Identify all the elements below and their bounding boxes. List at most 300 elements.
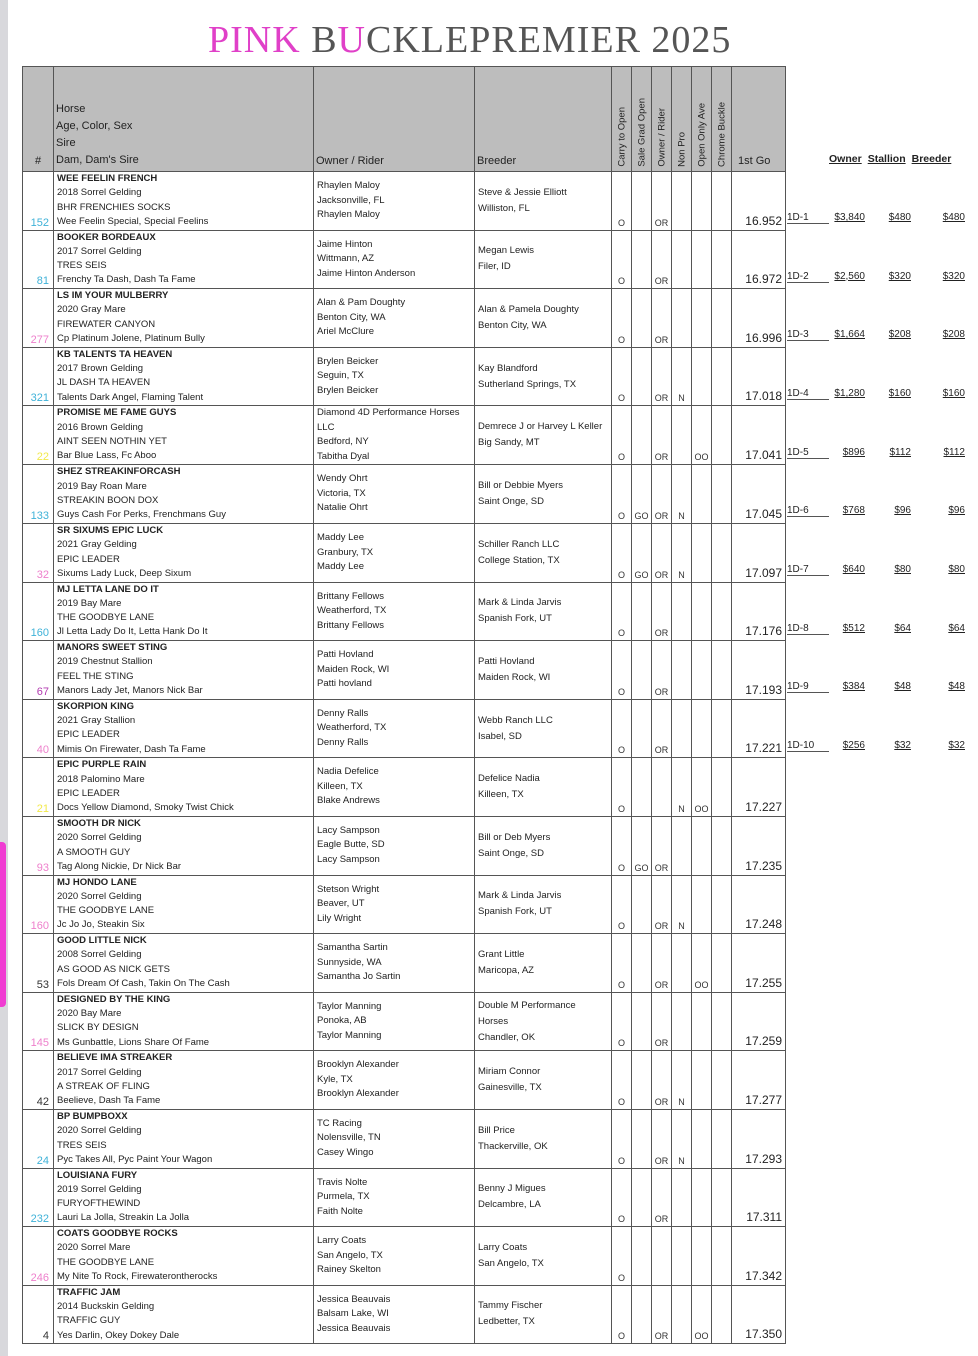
flag-open-only-ave [692, 1168, 712, 1227]
entry-number: 24 [23, 1109, 54, 1168]
flag-owner-rider: OR [652, 641, 672, 700]
breeder-line: Megan Lewis [478, 245, 534, 257]
flag-owner-rider: OR [652, 172, 672, 231]
breeder-line: College Station, TX [478, 554, 560, 566]
flag-open-only-ave [692, 641, 712, 700]
owner-rider-line: Victoria, TX [317, 487, 366, 499]
entry-number: 246 [23, 1227, 54, 1286]
breeder-line: Alan & Pamela Doughty [478, 303, 579, 315]
owner-rider-line: Kyle, TX [317, 1073, 353, 1085]
owner-rider-cell [314, 699, 475, 758]
header-owner-rider-flag: Owner / Rider [652, 67, 672, 172]
owner-rider-cell [314, 347, 475, 406]
breeder-line: Bill or Debbie Myers [478, 480, 563, 492]
flag-chrome-buckle [712, 1227, 732, 1286]
horse-dam: Cp Platinum Jolene, Platinum Bully [57, 333, 205, 345]
entry-number: 133 [23, 465, 54, 524]
owner-rider-line: Eagle Butte, SD [317, 839, 385, 851]
flag-sale-grad-open: GO [632, 816, 652, 875]
flag-owner-rider: OR [652, 875, 672, 934]
horse-sire: TRES SEIS [57, 260, 107, 272]
first-go-time: 17.277 [732, 1051, 786, 1110]
horse-cell [54, 992, 314, 1051]
horse-description: 2020 Sorrel Gelding [57, 832, 142, 844]
payout-breeder: $160 [942, 387, 965, 399]
breeder-line: Mark & Linda Jarvis [478, 890, 562, 902]
owner-rider-cell [314, 992, 475, 1051]
breeder-line: Killeen, TX [478, 789, 524, 801]
flag-open-only-ave [692, 582, 712, 641]
flag-sale-grad-open [632, 406, 652, 465]
entry-number: 160 [23, 875, 54, 934]
owner-rider-line: Weatherford, TX [317, 605, 387, 617]
breeder-line: Isabel, SD [478, 730, 522, 742]
owner-rider-line: Seguin, TX [317, 370, 364, 382]
owner-rider-line: Maiden Rock, WI [317, 663, 390, 675]
owner-rider-line: Granbury, TX [317, 546, 374, 558]
payout-owner: $512 [842, 622, 865, 634]
breeder-cell [475, 1168, 612, 1227]
first-go-time: 17.097 [732, 523, 786, 582]
horse-dam: Pyc Takes All, Pyc Paint Your Wagon [57, 1153, 213, 1165]
horse-cell [54, 347, 314, 406]
horse-dam: Guys Cash For Perks, Frenchmans Guy [57, 509, 226, 521]
horse-name: SMOOTH DR NICK [57, 817, 141, 829]
owner-rider-cell [314, 641, 475, 700]
table-row [23, 816, 786, 875]
horse-description: 2020 Sorrel Gelding [57, 1125, 142, 1137]
breeder-line: Thackerville, OK [478, 1140, 548, 1152]
placing: 1D-3 [787, 329, 829, 341]
horse-sire: STREAKIN BOON DOX [57, 494, 159, 506]
horse-sire: JL DASH TA HEAVEN [57, 377, 151, 389]
owner-rider-line: Tabitha Dyal [317, 450, 370, 462]
horse-dam: Bar Blue Lass, Fc Aboo [57, 450, 157, 462]
flag-sale-grad-open [632, 699, 652, 758]
payout-stallion: $208 [888, 329, 911, 341]
flag-chrome-buckle [712, 1051, 732, 1110]
flag-chrome-buckle [712, 1168, 732, 1227]
flag-non-pro [672, 172, 692, 231]
payout-stallion: $112 [889, 446, 911, 458]
flag-open-only-ave [692, 523, 712, 582]
horse-description: 2020 Sorrel Gelding [57, 890, 142, 902]
owner-rider-line: Diamond 4D Performance Horses [317, 407, 460, 419]
flag-owner-rider [652, 1227, 672, 1286]
breeder-cell [475, 992, 612, 1051]
entry-number: 321 [23, 347, 54, 406]
owner-rider-cell [314, 465, 475, 524]
flag-chrome-buckle [712, 230, 732, 289]
viewer-edge [0, 0, 8, 1356]
flag-owner-rider: OR [652, 347, 672, 406]
horse-dam: Jl Letta Lady Do It, Letta Hank Do It [57, 626, 208, 638]
flag-sale-grad-open: GO [632, 465, 652, 524]
payout-owner: $384 [842, 681, 865, 693]
first-go-time: 17.350 [732, 1285, 786, 1344]
flag-owner-rider: OR [652, 406, 672, 465]
horse-sire: AINT SEEN NOTHIN YET [57, 435, 167, 447]
header-breeder: Breeder [475, 67, 612, 172]
first-go-time: 17.018 [732, 347, 786, 406]
first-go-time: 16.952 [732, 172, 786, 231]
horse-description: 2021 Gray Stallion [57, 715, 136, 727]
flag-carry-to-open: O [612, 523, 632, 582]
table-row [23, 523, 786, 582]
flag-open-only-ave [692, 699, 712, 758]
flag-non-pro [672, 406, 692, 465]
horse-description: 2017 Sorrel Gelding [57, 1066, 142, 1078]
flag-carry-to-open: O [612, 465, 632, 524]
flag-sale-grad-open: GO [632, 523, 652, 582]
payout-row [787, 212, 965, 226]
flag-non-pro [672, 230, 692, 289]
first-go-time: 17.311 [732, 1168, 786, 1227]
flag-chrome-buckle [712, 758, 732, 817]
payout-owner: $768 [842, 505, 865, 517]
flag-owner-rider: OR [652, 1051, 672, 1110]
owner-rider-line: Jaime Hinton [317, 238, 373, 250]
horse-name: DESIGNED BY THE KING [57, 993, 171, 1005]
table-row [23, 1285, 786, 1344]
flag-open-only-ave: OO [692, 758, 712, 817]
owner-rider-line: Casey Wingo [317, 1146, 374, 1158]
owner-rider-line: Balsam Lake, WI [317, 1308, 389, 1320]
horse-sire: TRAFFIC GUY [57, 1315, 121, 1327]
flag-carry-to-open: O [612, 934, 632, 993]
payout-owner: $640 [842, 564, 865, 576]
first-go-time: 16.972 [732, 230, 786, 289]
flag-non-pro [672, 934, 692, 993]
payout-stallion: $160 [888, 387, 911, 399]
payout-owner: $896 [842, 446, 865, 458]
breeder-line: Tammy Fischer [478, 1300, 543, 1312]
breeder-cell [475, 641, 612, 700]
horse-description: 2019 Chestnut Stallion [57, 656, 153, 668]
entry-number: 40 [23, 699, 54, 758]
horse-name: MJ LETTA LANE DO IT [57, 583, 159, 595]
header-sale-grad-open: Sale Grad Open [632, 67, 652, 172]
owner-rider-line: Taylor Manning [317, 1000, 382, 1012]
payout-breeder: $208 [942, 329, 965, 341]
header-chrome-buckle: Chrome Buckle [712, 67, 732, 172]
flag-non-pro [672, 641, 692, 700]
horse-sire: THE GOODBYE LANE [57, 612, 155, 624]
horse-cell [54, 582, 314, 641]
flag-open-only-ave [692, 1051, 712, 1110]
table-row [23, 875, 786, 934]
flag-owner-rider: OR [652, 934, 672, 993]
breeder-cell [475, 406, 612, 465]
horse-description: 2019 Bay Roan Mare [57, 480, 147, 492]
owner-rider-line: Brittany Fellows [317, 590, 385, 602]
horse-cell [54, 1285, 314, 1344]
owner-rider-line: Jacksonville, FL [317, 194, 385, 206]
header-open-only-ave: Open Only Ave [692, 67, 712, 172]
flag-open-only-ave [692, 347, 712, 406]
table-row [23, 406, 786, 465]
horse-sire: A STREAK OF FLING [57, 1080, 150, 1092]
entry-number: 32 [23, 523, 54, 582]
flag-owner-rider: OR [652, 582, 672, 641]
owner-rider-line: San Angelo, TX [317, 1249, 383, 1261]
owner-rider-line: Lily Wright [317, 912, 362, 924]
owner-rider-line: Benton City, WA [317, 311, 386, 323]
horse-cell [54, 406, 314, 465]
payout-header-owner: Owner [829, 153, 862, 165]
breeder-cell [475, 347, 612, 406]
horse-dam: Talents Dark Angel, Flaming Talent [57, 391, 204, 403]
owner-rider-line: Nolensville, TN [317, 1132, 381, 1144]
breeder-line: Defelice Nadia [478, 773, 540, 785]
owner-rider-line: Patti hovland [317, 678, 372, 690]
breeder-cell [475, 289, 612, 348]
owner-rider-cell [314, 523, 475, 582]
owner-rider-line: Maddy Lee [317, 561, 365, 573]
breeder-line: Grant Little [478, 948, 525, 960]
header-first-go: 1st Go [732, 67, 786, 172]
breeder-cell [475, 1109, 612, 1168]
flag-open-only-ave [692, 230, 712, 289]
horse-name: LS IM YOUR MULBERRY [57, 290, 169, 302]
flag-open-only-ave [692, 1109, 712, 1168]
breeder-line: Mark & Linda Jarvis [478, 597, 562, 609]
entry-number: 160 [23, 582, 54, 641]
payout-row [787, 740, 965, 754]
horse-name: PROMISE ME FAME GUYS [57, 407, 177, 419]
flag-non-pro [672, 289, 692, 348]
flag-non-pro: N [672, 465, 692, 524]
flag-open-only-ave: OO [692, 406, 712, 465]
flag-carry-to-open: O [612, 1227, 632, 1286]
first-go-time: 17.193 [732, 641, 786, 700]
breeder-line: Patti Hovland [478, 655, 535, 667]
flag-sale-grad-open [632, 1227, 652, 1286]
entry-number: 22 [23, 406, 54, 465]
horse-dam: Mimis On Firewater, Dash Ta Fame [57, 743, 206, 755]
horse-dam: Wee Feelin Special, Special Feelins [57, 215, 209, 227]
table-row [23, 172, 786, 231]
breeder-line: Spanish Fork, UT [478, 906, 552, 918]
owner-rider-line: Faith Nolte [317, 1205, 363, 1217]
owner-rider-line: Brooklyn Alexander [317, 1059, 399, 1071]
placing: 1D-8 [787, 623, 829, 635]
scroll-indicator[interactable] [0, 842, 6, 1007]
flag-chrome-buckle [712, 699, 732, 758]
owner-rider-line: Alan & Pam Doughty [317, 297, 406, 309]
flag-open-only-ave: OO [692, 1285, 712, 1344]
horse-description: 2020 Bay Mare [57, 1008, 122, 1020]
owner-rider-line: Ariel McClure [317, 326, 375, 338]
owner-rider-line: Brittany Fellows [317, 619, 385, 631]
horse-sire: FURYOFTHEWIND [57, 1198, 141, 1210]
flag-open-only-ave [692, 1227, 712, 1286]
flag-carry-to-open: O [612, 406, 632, 465]
header-owner-rider: Owner / Rider [314, 67, 475, 172]
breeder-line: Ledbetter, TX [478, 1316, 535, 1328]
flag-chrome-buckle [712, 641, 732, 700]
flag-non-pro [672, 992, 692, 1051]
payout-breeder: $48 [948, 681, 965, 693]
flag-non-pro [672, 1285, 692, 1344]
owner-rider-line: Larry Coats [317, 1235, 367, 1247]
first-go-time: 17.255 [732, 934, 786, 993]
owner-rider-line: Stetson Wright [317, 883, 380, 895]
payout-row [787, 388, 965, 402]
owner-rider-line: Patti Hovland [317, 649, 374, 661]
horse-cell [54, 523, 314, 582]
owner-rider-line: Brooklyn Alexander [317, 1088, 399, 1100]
horse-description: 2018 Sorrel Gelding [57, 187, 142, 199]
owner-rider-line: Wittmann, AZ [317, 253, 375, 265]
flag-chrome-buckle [712, 465, 732, 524]
horse-name: BELIEVE IMA STREAKER [57, 1052, 173, 1064]
table-row [23, 465, 786, 524]
placing: 1D-5 [787, 447, 829, 459]
horse-description: 2016 Brown Gelding [57, 421, 144, 433]
flag-chrome-buckle [712, 1109, 732, 1168]
breeder-line: Saint Onge, SD [478, 847, 545, 859]
horse-dam: Fols Dream Of Cash, Takin On The Cash [57, 978, 230, 990]
flag-open-only-ave: OO [692, 934, 712, 993]
flag-chrome-buckle [712, 289, 732, 348]
payout-row [787, 564, 965, 578]
flag-carry-to-open: O [612, 1051, 632, 1110]
placing: 1D-4 [787, 388, 829, 400]
horse-name: EPIC PURPLE RAIN [57, 759, 147, 771]
owner-rider-line: Jessica Beauvais [317, 1293, 391, 1305]
horse-description: 2008 Sorrel Gelding [57, 949, 142, 961]
breeder-line: Saint Onge, SD [478, 496, 545, 508]
table-row [23, 1227, 786, 1286]
owner-rider-cell [314, 289, 475, 348]
payout-row [787, 447, 965, 461]
entry-number: 53 [23, 934, 54, 993]
first-go-time: 17.176 [732, 582, 786, 641]
flag-chrome-buckle [712, 523, 732, 582]
owner-rider-line: Beaver, UT [317, 898, 365, 910]
horse-description: 2020 Sorrel Mare [57, 1242, 131, 1254]
flag-non-pro: N [672, 347, 692, 406]
horse-name: MJ HONDO LANE [57, 876, 137, 888]
owner-rider-line: Jaime Hinton Anderson [317, 267, 416, 279]
flag-chrome-buckle [712, 992, 732, 1051]
owner-rider-cell [314, 1168, 475, 1227]
horse-cell [54, 1051, 314, 1110]
horse-sire: TRES SEIS [57, 1139, 107, 1151]
horse-sire: EPIC LEADER [57, 553, 120, 565]
title-pink: PINK [208, 19, 301, 61]
owner-rider-cell [314, 406, 475, 465]
flag-sale-grad-open [632, 1285, 652, 1344]
page-title [208, 18, 731, 62]
owner-rider-line: Ponoka, AB [317, 1015, 367, 1027]
horse-sire: EPIC LEADER [57, 787, 120, 799]
horse-dam: Tag Along Nickie, Dr Nick Bar [57, 860, 182, 872]
flag-carry-to-open: O [612, 1109, 632, 1168]
horse-sire: A SMOOTH GUY [57, 846, 131, 858]
flag-sale-grad-open [632, 172, 652, 231]
breeder-cell [475, 172, 612, 231]
flag-open-only-ave [692, 465, 712, 524]
first-go-time: 17.235 [732, 816, 786, 875]
table-row [23, 934, 786, 993]
flag-owner-rider: OR [652, 1168, 672, 1227]
payout-row [787, 505, 965, 519]
owner-rider-line: Sunnyside, WA [317, 956, 382, 968]
horse-dam: Beelieve, Dash Ta Fame [57, 1095, 161, 1107]
breeder-cell [475, 934, 612, 993]
placing: 1D-10 [787, 740, 829, 752]
flag-carry-to-open: O [612, 1285, 632, 1344]
breeder-cell [475, 1285, 612, 1344]
flag-carry-to-open: O [612, 875, 632, 934]
flag-open-only-ave [692, 816, 712, 875]
owner-rider-line: Taylor Manning [317, 1029, 382, 1041]
flag-carry-to-open: O [612, 230, 632, 289]
owner-rider-cell [314, 582, 475, 641]
horse-description: 2019 Sorrel Gelding [57, 1183, 142, 1195]
horse-name: TRAFFIC JAM [57, 1286, 121, 1298]
horse-name: SHEZ STREAKINFORCASH [57, 466, 181, 478]
owner-rider-cell [314, 758, 475, 817]
placing: 1D-6 [787, 505, 829, 517]
owner-rider-line: Samantha Sartin [317, 942, 388, 954]
table-row [23, 1051, 786, 1110]
first-go-time: 16.996 [732, 289, 786, 348]
entry-number: 232 [23, 1168, 54, 1227]
breeder-line: Kay Blandford [478, 362, 538, 374]
breeder-cell [475, 875, 612, 934]
flag-carry-to-open: O [612, 758, 632, 817]
flag-carry-to-open: O [612, 699, 632, 758]
payout-breeder: $96 [948, 505, 965, 517]
horse-name: BP BUMPBOXX [57, 1110, 128, 1122]
owner-rider-line: Maddy Lee [317, 532, 365, 544]
flag-sale-grad-open [632, 992, 652, 1051]
breeder-cell [475, 1227, 612, 1286]
flag-chrome-buckle [712, 816, 732, 875]
horse-sire: FEEL THE STING [57, 670, 134, 682]
entry-number: 277 [23, 289, 54, 348]
flag-non-pro: N [672, 1109, 692, 1168]
horse-dam: Docs Yellow Diamond, Smoky Twist Chick [57, 802, 234, 814]
horse-sire: FIREWATER CANYON [57, 318, 156, 330]
first-go-time: 17.248 [732, 875, 786, 934]
horse-name: SR SIXUMS EPIC LUCK [57, 524, 164, 536]
horse-description: 2020 Gray Mare [57, 304, 126, 316]
flag-owner-rider: OR [652, 230, 672, 289]
payout-row [787, 271, 965, 285]
breeder-line: Steve & Jessie Elliott [478, 186, 567, 198]
breeder-line: Delcambre, LA [478, 1199, 541, 1211]
horse-cell [54, 816, 314, 875]
flag-sale-grad-open [632, 1109, 652, 1168]
flag-owner-rider: OR [652, 699, 672, 758]
owner-rider-line: Killeen, TX [317, 780, 363, 792]
table-row [23, 699, 786, 758]
owner-rider-line: Brylen Beicker [317, 384, 379, 396]
owner-rider-line: Rhaylen Maloy [317, 209, 380, 221]
owner-rider-cell [314, 172, 475, 231]
breeder-line: Bill or Deb Myers [478, 831, 551, 843]
flag-non-pro: N [672, 523, 692, 582]
breeder-cell [475, 582, 612, 641]
flag-carry-to-open: O [612, 816, 632, 875]
results-table [22, 66, 786, 1344]
payout-breeder: $320 [942, 270, 965, 282]
horse-description: 2017 Sorrel Gelding [57, 245, 142, 257]
